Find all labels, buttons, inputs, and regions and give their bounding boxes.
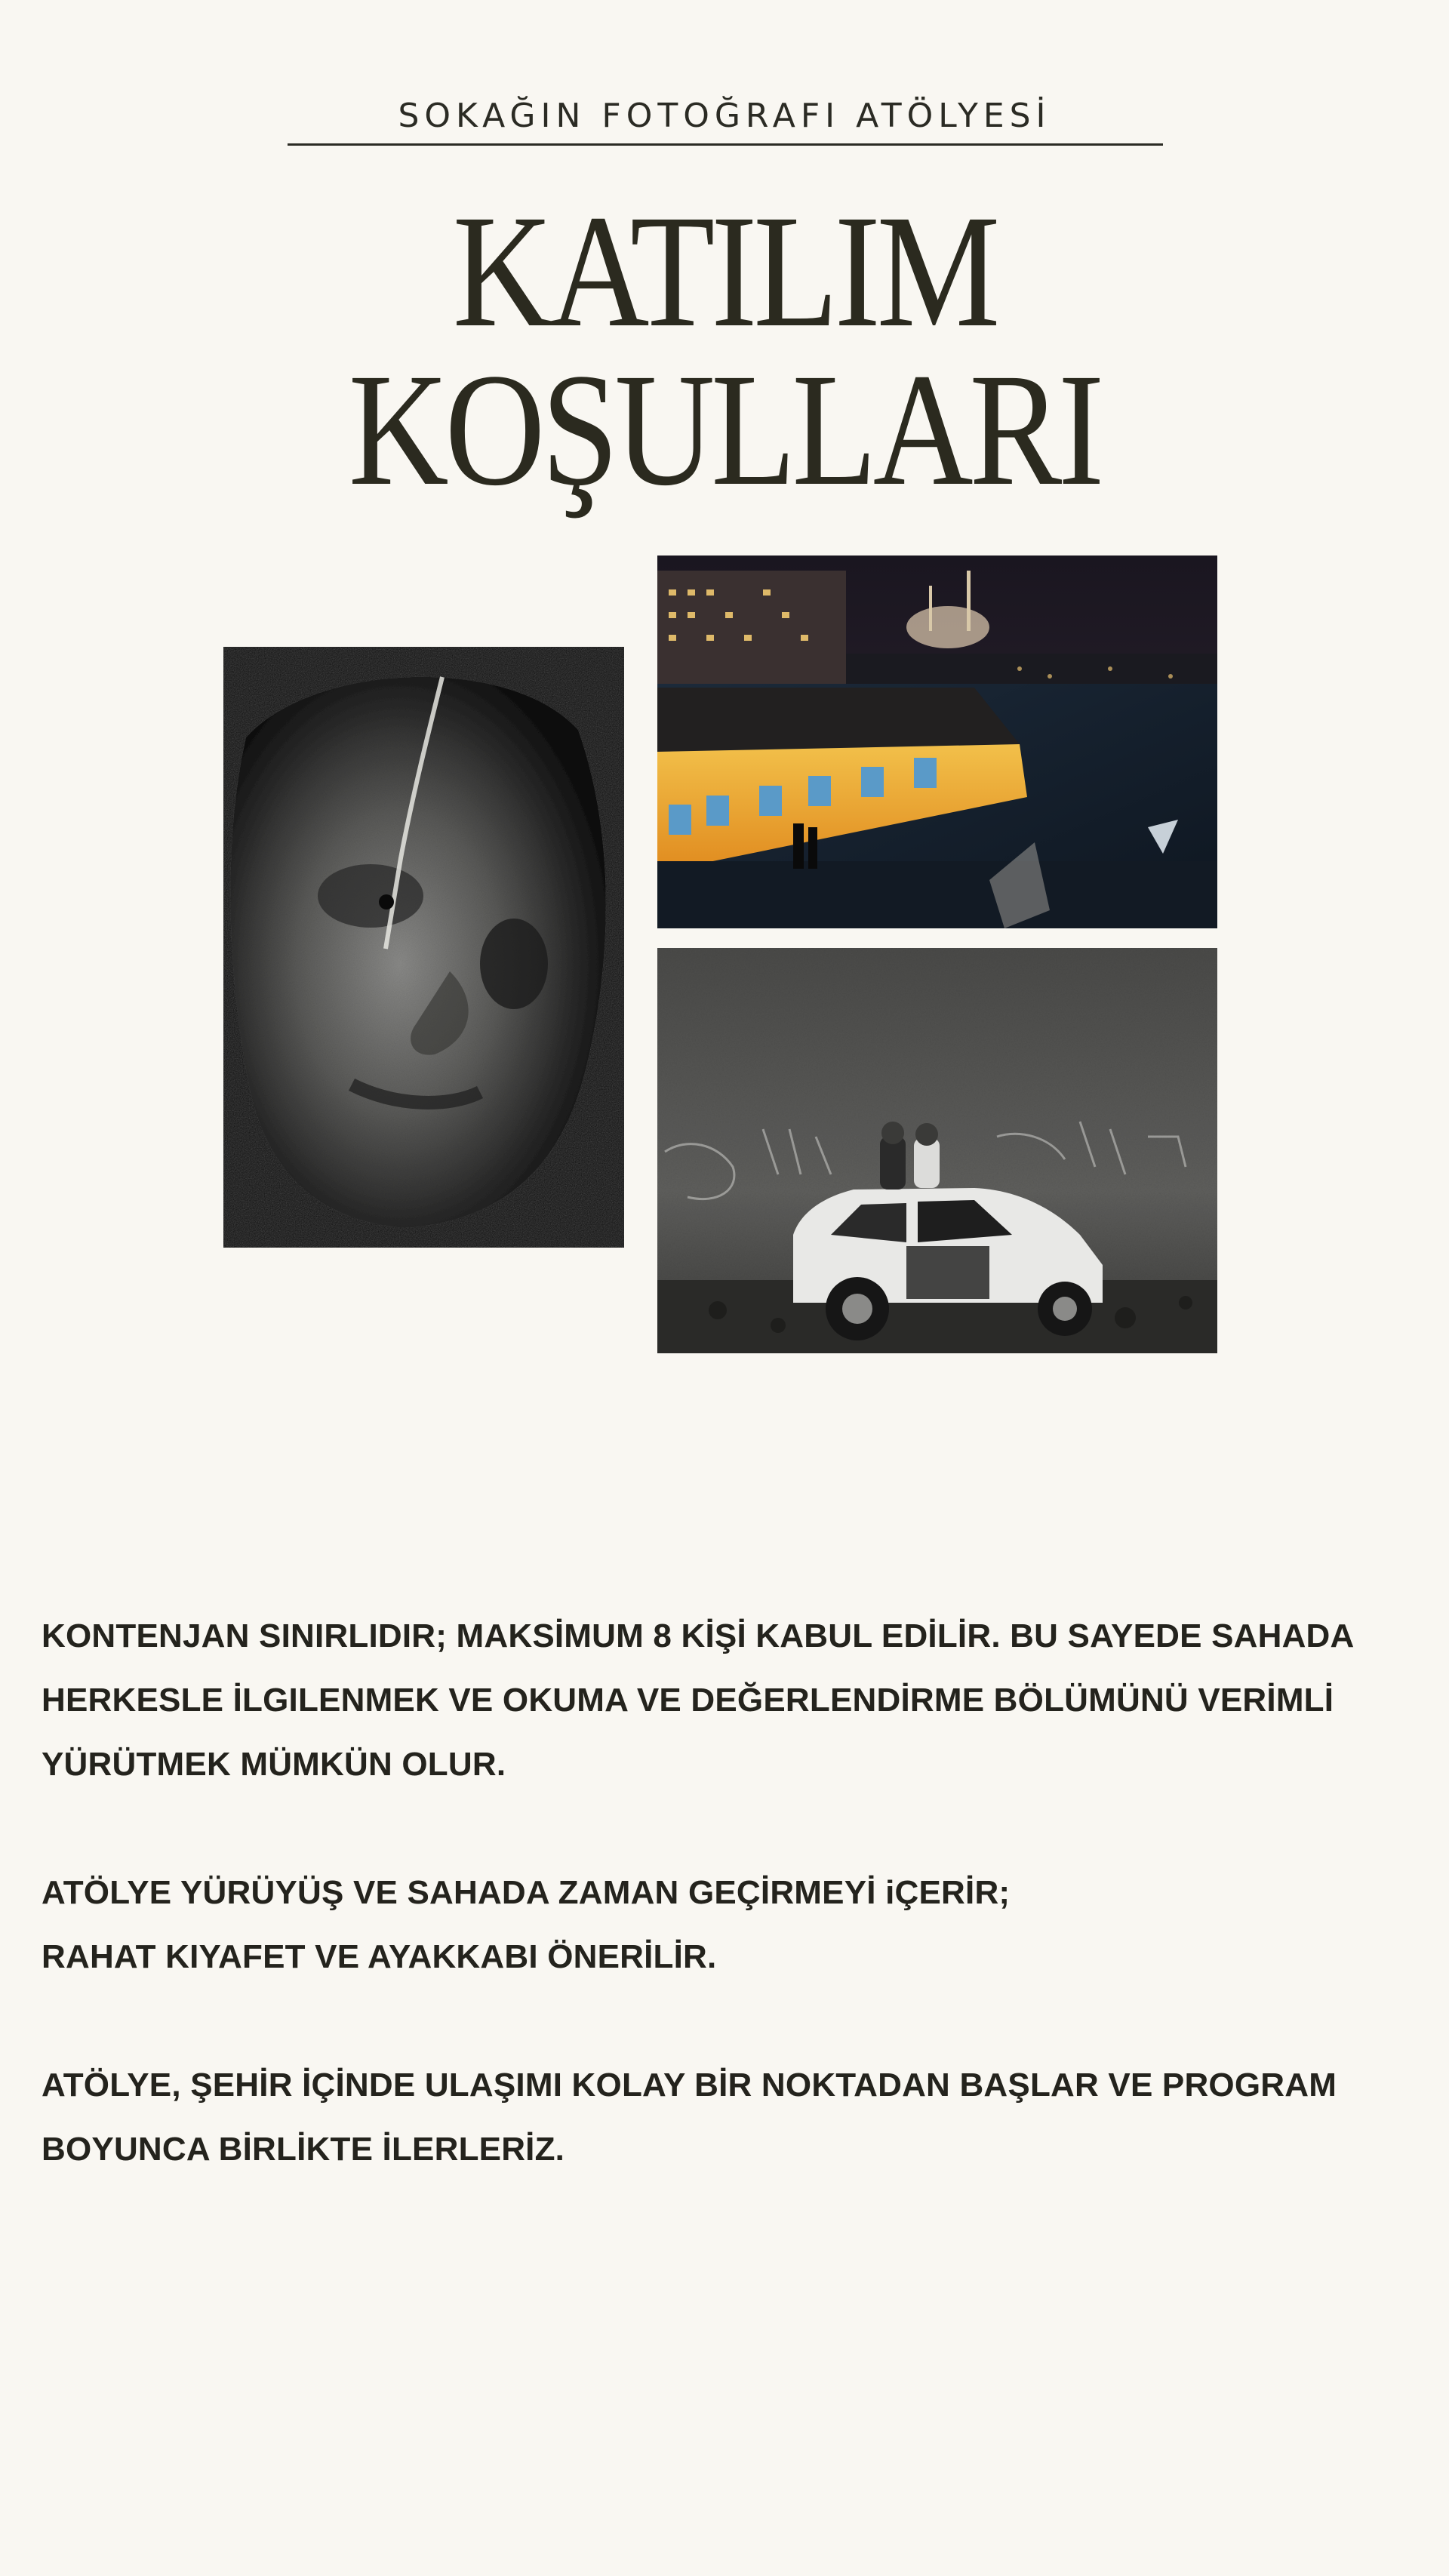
night-pier-image <box>657 556 1217 928</box>
title-line-1: KATILIM <box>452 182 997 361</box>
photo-night-pier <box>657 556 1217 928</box>
kicker-underline <box>288 143 1163 146</box>
paragraph-capacity: KONTENJAN SINIRLIDIR; MAKSİMUM 8 KİŞİ KABUL EDİLİR. BU SAYEDE SAHADA HERKESLE İLGILENMEK VE OKUMA VE DEĞERLENDİRME BÖLÜMÜNÜ VERİMLİ YÜRÜTMEK MÜMKÜN OLUR. <box>42 1617 1355 1783</box>
title-line-2: KOŞULLARI <box>348 340 1101 519</box>
abandoned-car-image <box>657 948 1217 1353</box>
stone-face-image <box>223 647 624 1248</box>
paragraph-clothing: ATÖLYE YÜRÜYÜŞ VE SAHADA ZAMAN GEÇİRMEYİ iÇERİR; RAHAT KIYAFET VE AYAKKABI ÖNERİLİR. <box>42 1874 1011 1975</box>
workshop-kicker: SOKAĞIN FOTOĞRAFI ATÖLYESİ <box>398 97 1051 135</box>
page-title <box>270 182 1179 519</box>
paragraph-meeting-point: ATÖLYE, ŞEHİR İÇİNDE ULAŞIMI KOLAY BİR NOKTADAN BAŞLAR VE PROGRAM BOYUNCA BİRLİKTE İLERLERİZ. <box>42 2067 1337 2168</box>
photo-abandoned-car <box>657 948 1217 1353</box>
conditions-text <box>42 1604 1400 2245</box>
photo-stone-face <box>223 647 624 1248</box>
